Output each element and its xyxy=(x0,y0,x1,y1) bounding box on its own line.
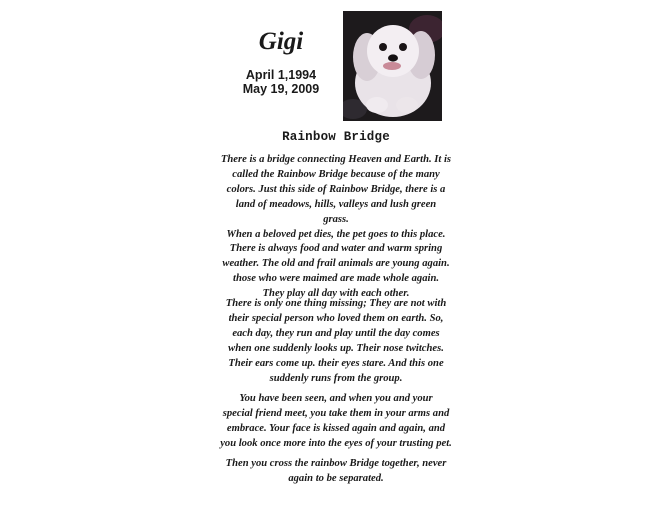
poem-line: grass. xyxy=(323,213,349,225)
poem-line: Then you cross the rainbow Bridge together, never xyxy=(225,458,447,469)
poem-line: embrace. Your face is kissed again and again, and xyxy=(226,422,446,434)
poem-line: you look once more into the eyes of your trusting pet. xyxy=(220,437,452,449)
poem-line: There is a bridge connecting Heaven and Earth. It is xyxy=(220,154,452,165)
poem-paragraph xyxy=(198,153,474,302)
poem-line: their special person who loved them on earth. So, xyxy=(228,312,444,324)
poem-paragraph xyxy=(198,297,474,386)
poem-line: suddenly runs from the group. xyxy=(269,372,403,384)
poem-line: each day, they run and play until the day comes xyxy=(232,327,440,339)
poem-line: those who were maimed are made whole again. xyxy=(233,273,439,285)
poem-line: Their ears come up. their eyes stare. And this one xyxy=(228,357,444,369)
poem-line: special friend meet, you take them in your arms and xyxy=(222,407,450,419)
poem-line: when one suddenly looks up. Their nose twitches. xyxy=(228,342,444,354)
poem-line: weather. The old and frail animals are young again. xyxy=(222,258,450,270)
pet-name: Gigi xyxy=(258,28,304,55)
poem-line: There is always food and water and warm spring xyxy=(229,243,443,255)
birth-date: April 1,1994 xyxy=(245,68,317,82)
poem-line: They play all day with each other. xyxy=(262,288,410,300)
death-date: May 19, 2009 xyxy=(242,82,320,96)
poem-line: When a beloved pet dies, the pet goes to this place. xyxy=(226,228,446,240)
dog-photo xyxy=(343,11,442,121)
poem-paragraph xyxy=(198,392,474,452)
poem-line: colors. Just this side of Rainbow Bridge, there is a xyxy=(226,183,446,195)
poem-paragraph xyxy=(198,457,474,487)
poem-line: land of meadows, hills, valleys and lush green xyxy=(235,198,437,210)
poem-line: You have been seen, and when you and your xyxy=(239,393,433,404)
poem-title: Rainbow Bridge xyxy=(282,130,390,144)
poem-line: called the Rainbow Bridge because of the many xyxy=(232,168,440,180)
poem-line: There is only one thing missing; They are not with xyxy=(225,298,447,309)
poem-line: again to be separated. xyxy=(288,472,384,484)
